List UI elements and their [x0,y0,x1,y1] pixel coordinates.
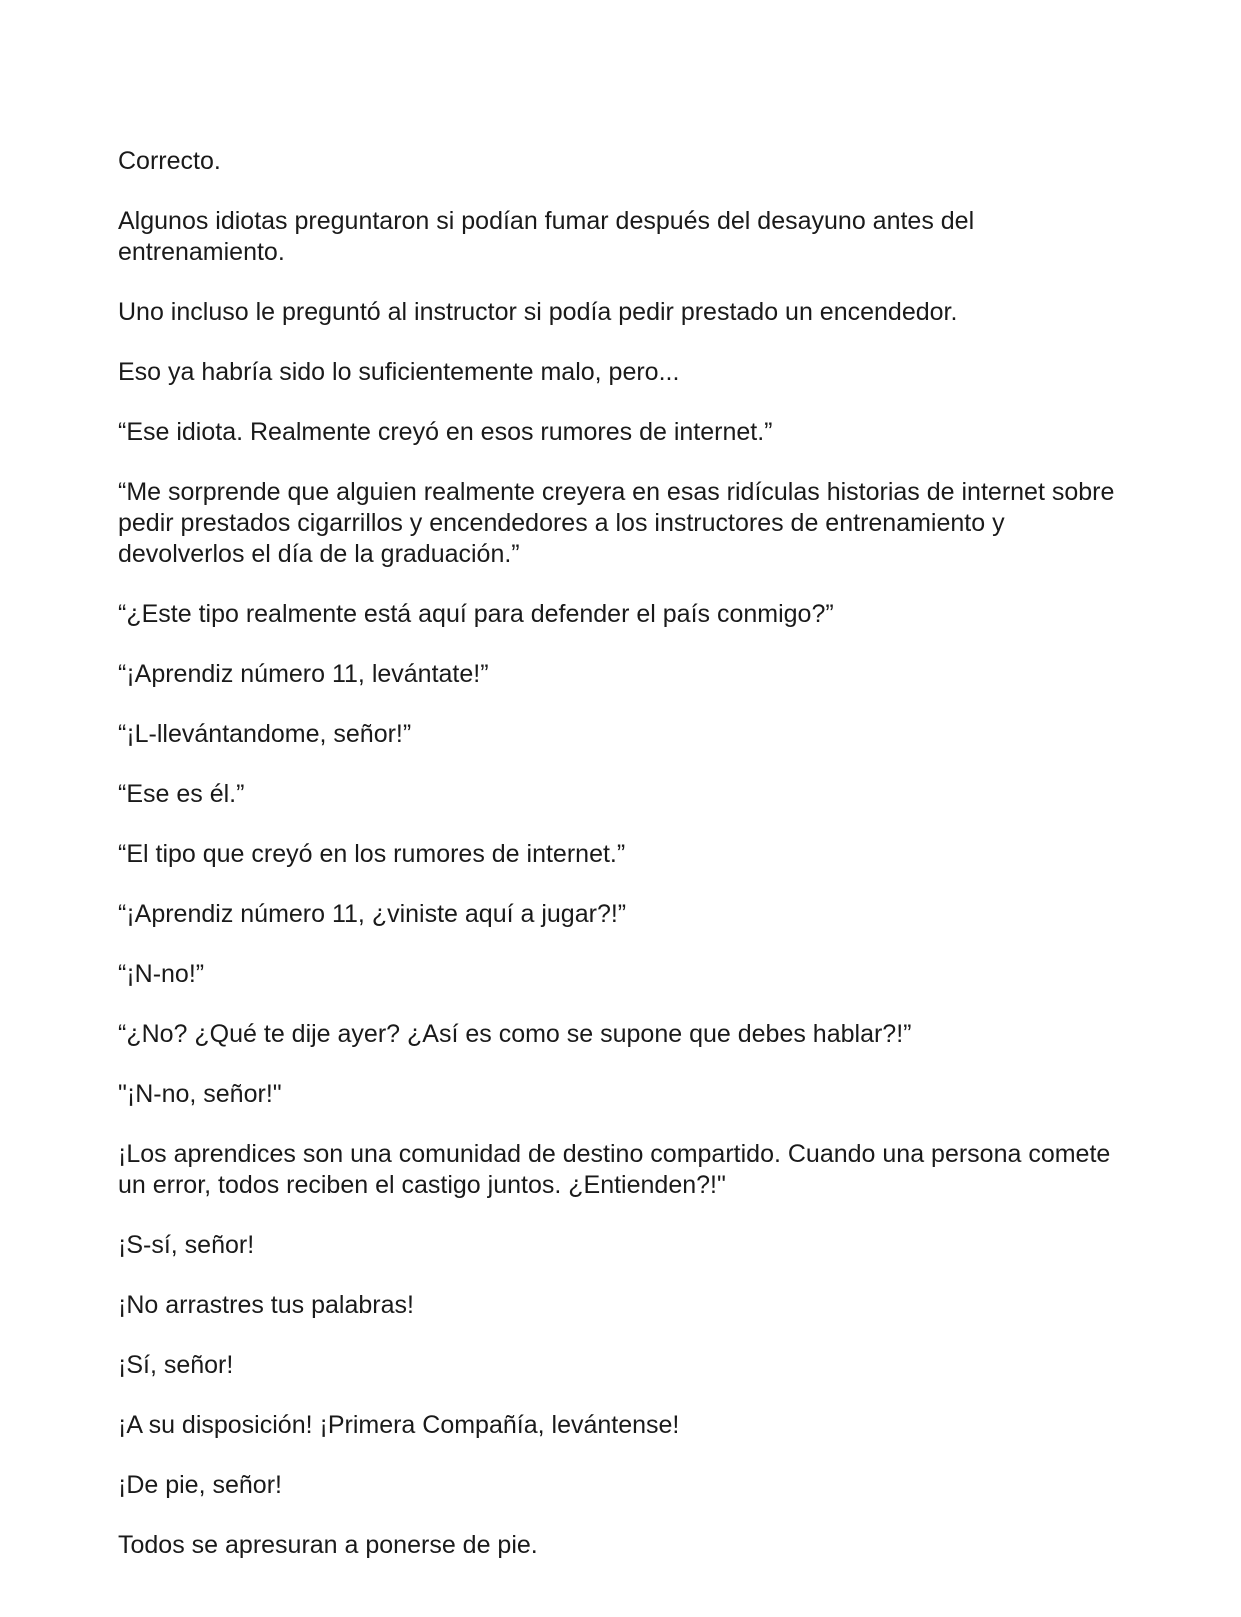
paragraph: “¡N-no!” [118,960,205,988]
paragraph: Eso ya habría sido lo suficientemente malo, pero... [118,358,680,386]
paragraph: “¡Aprendiz número 11, ¿viniste aquí a jugar?!” [118,900,627,928]
paragraph: “¡L-llevántandome, señor!” [118,720,412,748]
paragraph: “¿No? ¿Qué te dije ayer? ¿Así es como se supone que debes hablar?!” [118,1020,912,1048]
paragraph: ¡De pie, señor! [118,1471,282,1499]
document-body [118,146,1128,1590]
paragraph: “¿Este tipo realmente está aquí para defender el país conmigo?” [118,600,834,628]
paragraph: Correcto. [118,147,221,175]
paragraph: “¡Aprendiz número 11, levántate!” [118,660,489,688]
paragraph: “Me sorprende que alguien realmente creyera en esas ridículas historias de internet sobre pedir prestados cigarrillos y encendedores a los instructores de entrenamiento y devolverlos el día de la graduación.” [118,478,1115,568]
paragraph: ¡No arrastres tus palabras! [118,1291,414,1319]
paragraph: “Ese es él.” [118,780,245,808]
paragraph: “Ese idiota. Realmente creyó en esos rumores de internet.” [118,418,773,446]
paragraph: Algunos idiotas preguntaron si podían fumar después del desayuno antes del entrenamiento. [118,207,975,266]
paragraph: ¡Los aprendices son una comunidad de destino compartido. Cuando una persona comete un error, todos reciben el castigo juntos. ¿Entienden?!" [118,1140,1111,1199]
paragraph: Uno incluso le preguntó al instructor si podía pedir prestado un encendedor. [118,298,958,326]
paragraph: ¡A su disposición! ¡Primera Compañía, levántense! [118,1411,680,1439]
paragraph: ¡Sí, señor! [118,1351,234,1379]
paragraph: Todos se apresuran a ponerse de pie. [118,1531,538,1559]
paragraph: "¡N-no, señor!" [118,1080,282,1108]
paragraph: ¡S-sí, señor! [118,1231,255,1259]
paragraph: “El tipo que creyó en los rumores de internet.” [118,840,626,868]
